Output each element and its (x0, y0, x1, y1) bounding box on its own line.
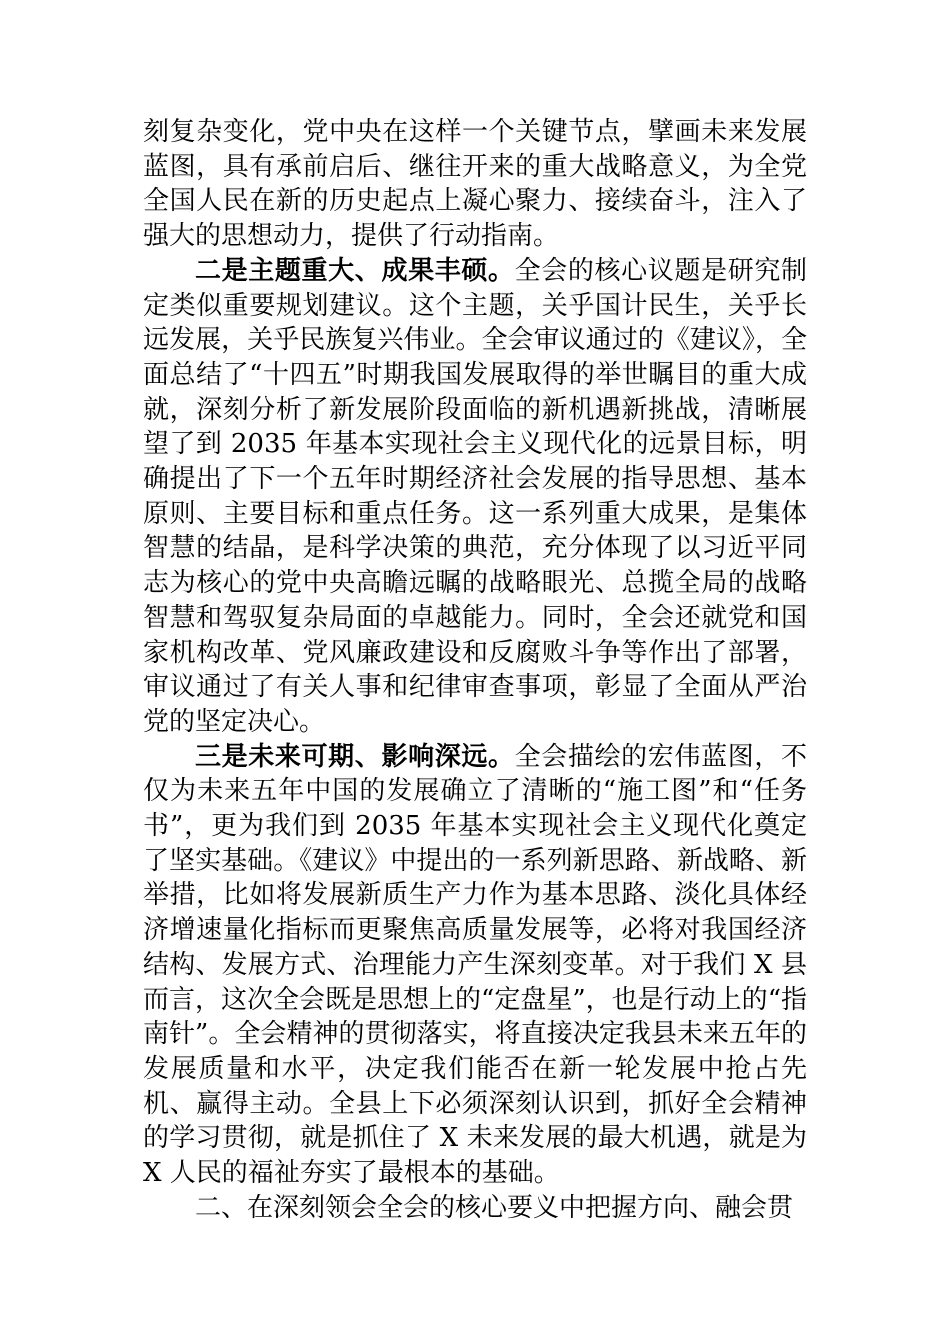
paragraph-theme-results (143, 254, 807, 740)
paragraph-continuation (143, 115, 807, 254)
paragraph-text: 刻复杂变化，党中央在这样一个关键节点，擘画未来发展蓝图，具有承前启后、继往开来的重大战略意义，为全党全国人民在新的历史起点上凝心聚力、接续奋斗，注入了强大的思想动力，提供了行动指南。 (143, 117, 807, 252)
document-body (143, 115, 807, 1226)
section-heading-text: 二、在深刻领会全会的核心要义中把握方向、融会贯 (195, 1192, 794, 1223)
paragraph-text: 全会描绘的宏伟蓝图，不仅为未来五年中国的发展确立了清晰的“施工图”和“任务书”，更为我们到 2035 年基本实现社会主义现代化奠定了坚实基础。《建议》中提出的一系列新思路、新战略、新举措，比如将发展新质生产力作为基本思路、淡化具体经济增速量化指标而更聚焦高质量发展等，必将对我国经济结构、发展方式、治理能力产生深刻变革。对于我们 X 县而言，这次全会既是思想上的“定盘星”，也是行动上的“指南针”。全会精神的贯彻落实，将直接决定我县未来五年的发展质量和水平，决定我们能否在新一轮发展中抢占先机、赢得主动。全县上下必须深刻认识到，抓好全会精神的学习贯彻，就是抓住了 X 未来发展的最大机遇，就是为 X 人民的福祉夯实了最根本的基础。 (143, 741, 807, 1189)
paragraph-text: 全会的核心议题是研究制定类似重要规划建议。这个主题，关乎国计民生，关乎长远发展，关乎民族复兴伟业。全会审议通过的《建议》，全面总结了“十四五”时期我国发展取得的举世瞩目的重大成就，深刻分析了新发展阶段面临的新机遇新挑战，清晰展望了到 2035 年基本实现社会主义现代化的远景目标，明确提出了下一个五年时期经济社会发展的指导思想、基本原则、主要目标和重点任务。这一系列重大成果，是集体智慧的结晶，是科学决策的典范，充分体现了以习近平同志为核心的党中央高瞻远瞩的战略眼光、总揽全局的战略智慧和驾驭复杂局面的卓越能力。同时，全会还就党和国家机构改革、党风廉政建设和反腐败斗争等作出了部署，审议通过了有关人事和纪律审查事项，彰显了全面从严治党的坚定决心。 (143, 255, 807, 737)
paragraph-lead: 三是未来可期、影响深远。 (195, 741, 515, 772)
section-heading (143, 1191, 807, 1226)
paragraph-lead: 二是主题重大、成果丰硕。 (195, 255, 515, 286)
paragraph-future-impact (143, 740, 807, 1191)
